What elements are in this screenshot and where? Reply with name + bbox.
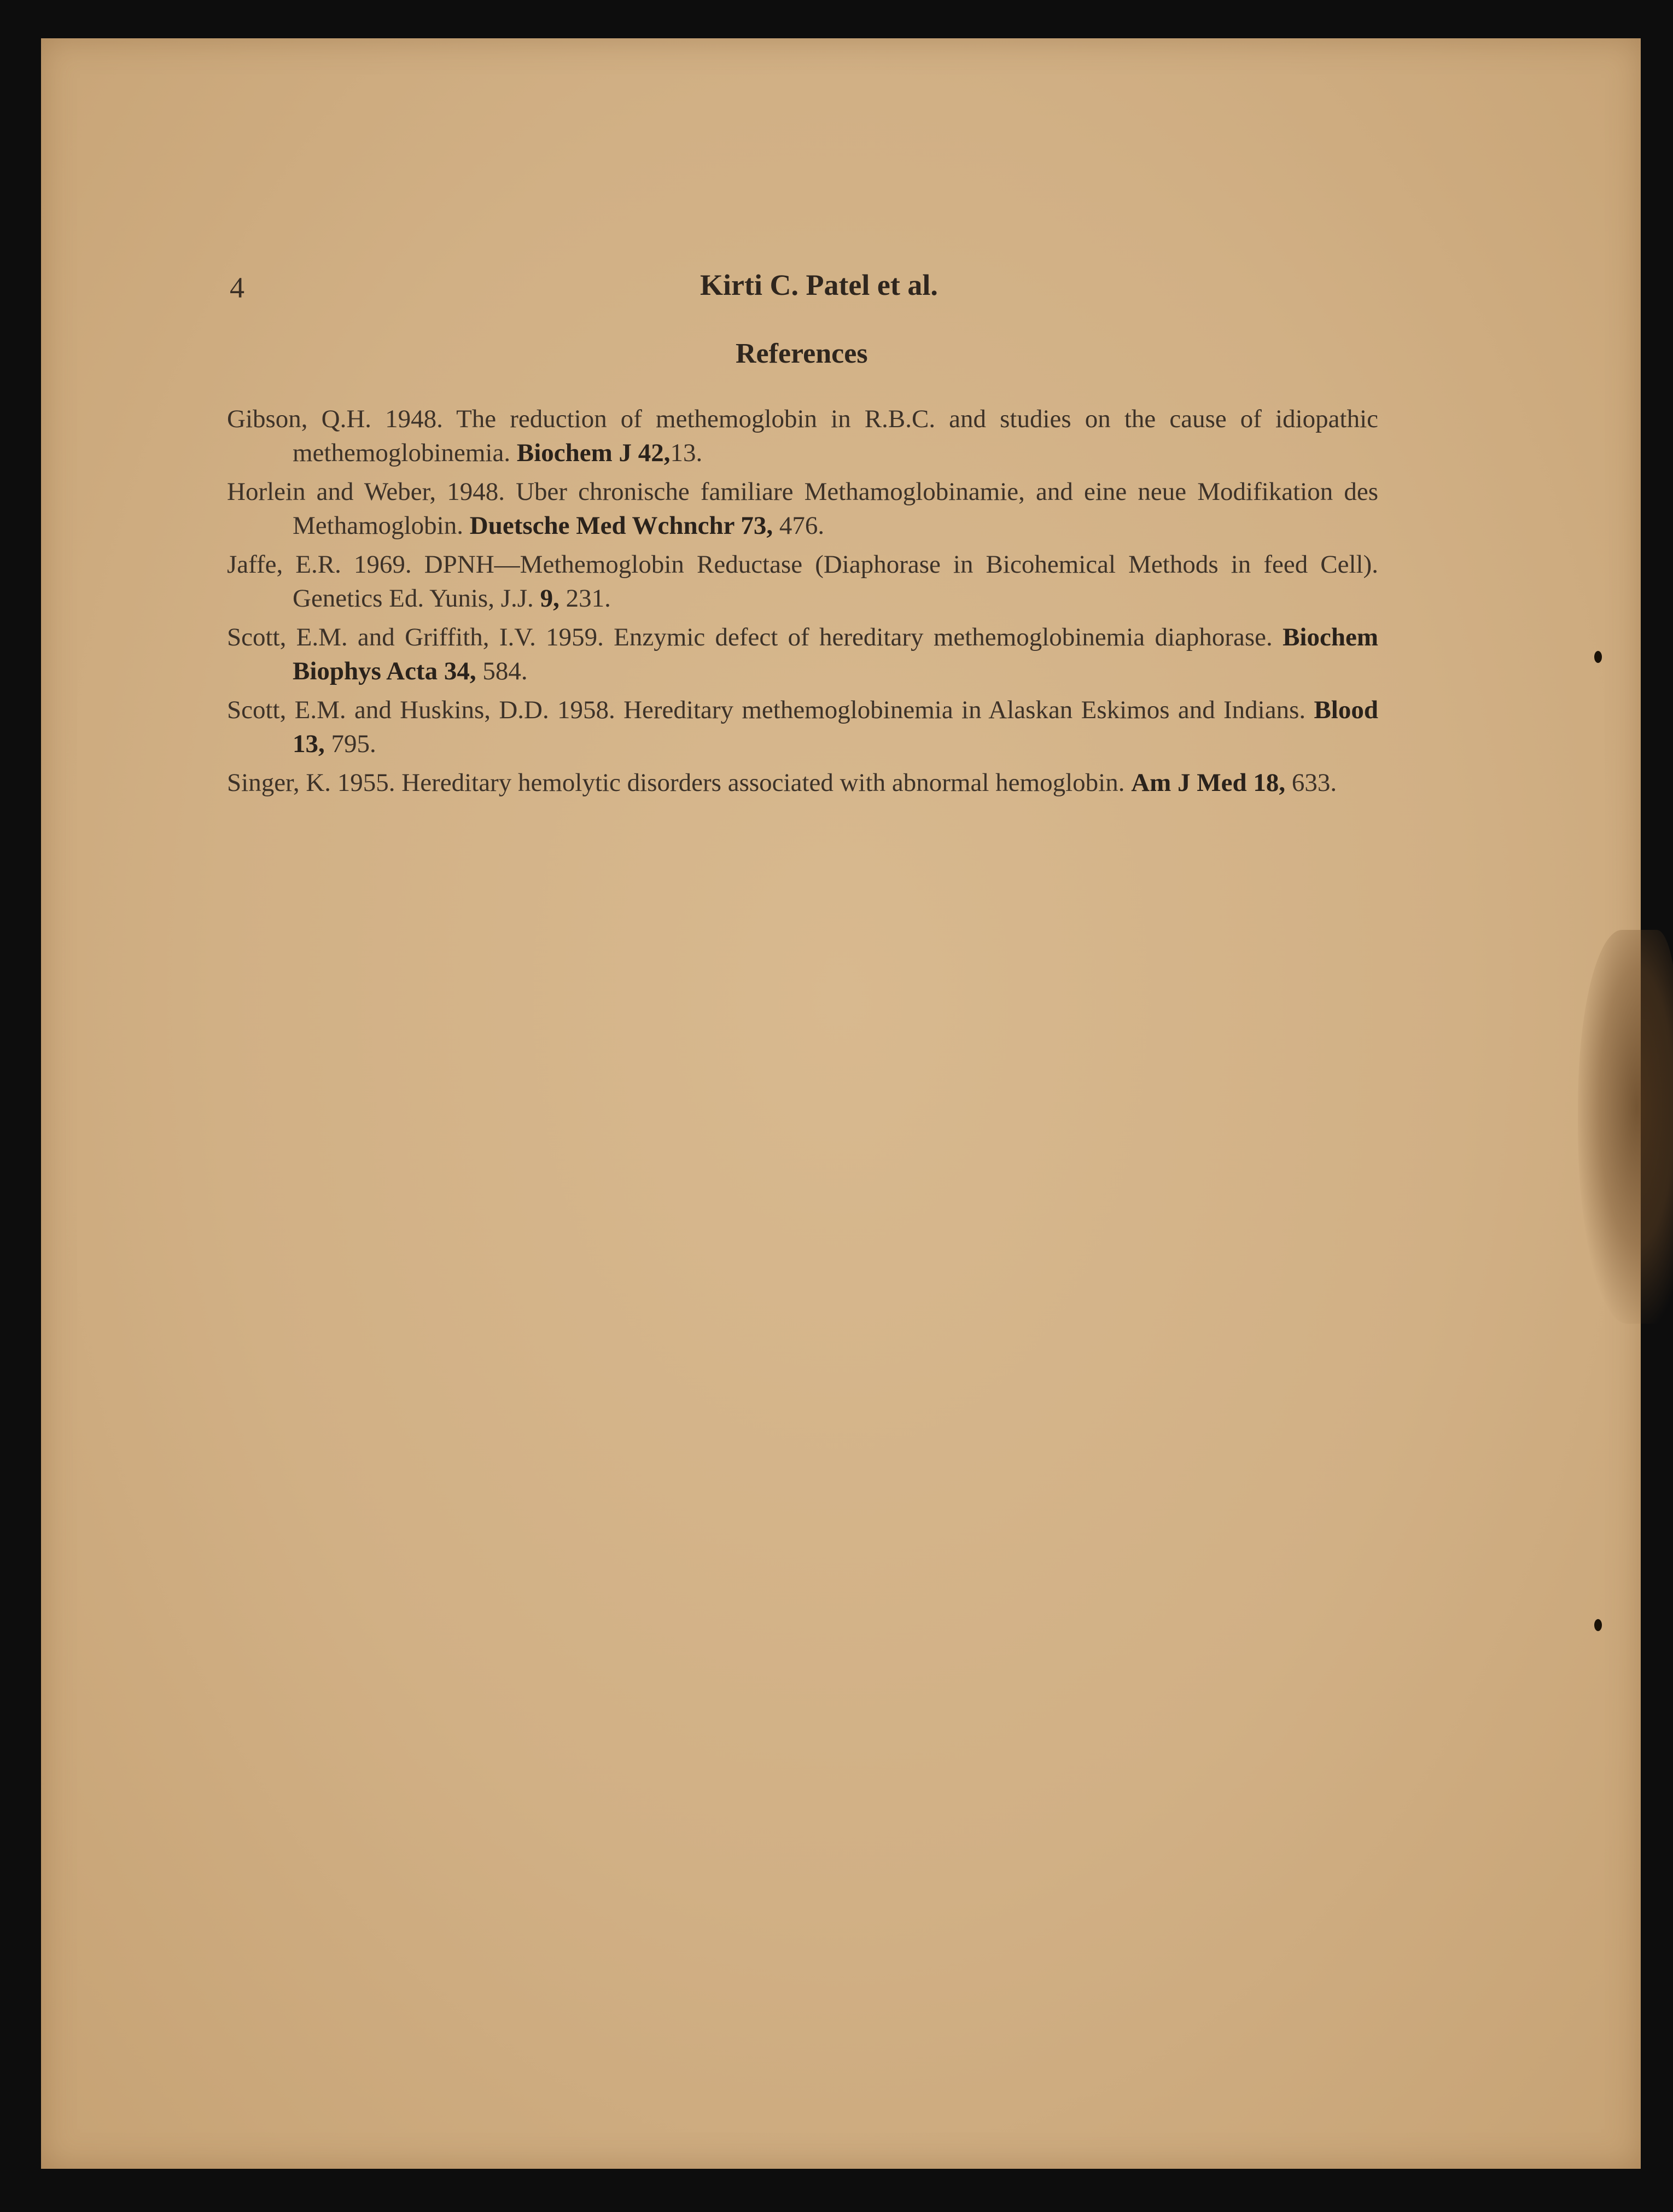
reference-journal: Am J Med 18, bbox=[1131, 769, 1286, 797]
running-head: Kirti C. Patel et al. bbox=[700, 269, 938, 301]
reference-item bbox=[227, 548, 1378, 615]
reference-pages: 13. bbox=[670, 439, 703, 467]
reference-pages: 633. bbox=[1285, 769, 1337, 797]
reference-item bbox=[227, 693, 1378, 761]
reference-item bbox=[227, 620, 1378, 688]
reference-item bbox=[227, 766, 1378, 800]
water-stain bbox=[1578, 930, 1673, 1324]
section-title: References bbox=[736, 338, 868, 369]
reference-pages: 231. bbox=[559, 584, 611, 613]
reference-text: Singer, K. 1955. Hereditary hemolytic disorders associated with abnormal hemoglobin. bbox=[227, 769, 1132, 797]
reference-item bbox=[227, 402, 1378, 470]
reference-text: Horlein and Weber, 1948. Uber chronische familiare Methamoglobinamie, and eine neue Modifikation des Methamoglobin. bbox=[227, 478, 1378, 540]
page-number: 4 bbox=[230, 271, 244, 304]
reference-journal: Blood 13, bbox=[293, 696, 1378, 758]
punch-hole bbox=[1594, 651, 1602, 663]
reference-journal: Duetsche Med Wchnchr 73, bbox=[469, 511, 773, 540]
reference-pages: 584. bbox=[476, 657, 528, 685]
reference-item bbox=[227, 475, 1378, 543]
reference-journal: 9, bbox=[540, 584, 559, 613]
reference-text: Gibson, Q.H. 1948. The reduction of methemoglobin in R.B.C. and studies on the cause of idiopathic methemoglobinemia. bbox=[227, 405, 1378, 467]
reference-journal: Biochem J 42, bbox=[516, 439, 671, 467]
reference-list bbox=[227, 402, 1378, 805]
reference-text: Jaffe, E.R. 1969. DPNH—Methemoglobin Reductase (Diaphorase in Bicohemical Methods in feed Cell). Genetics Ed. Yunis, J.J. bbox=[227, 550, 1378, 613]
reference-text: Scott, E.M. and Griffith, I.V. 1959. Enzymic defect of hereditary methemoglobinemia diaphorase. bbox=[227, 623, 1283, 651]
reference-pages: 476. bbox=[773, 511, 825, 540]
reference-pages: 795. bbox=[324, 730, 376, 758]
punch-hole bbox=[1594, 1619, 1602, 1631]
reference-text: Scott, E.M. and Huskins, D.D. 1958. Hereditary methemoglobinemia in Alaskan Eskimos and Indians. bbox=[227, 696, 1314, 724]
reference-journal: Biochem Biophys Acta 34, bbox=[293, 623, 1378, 685]
